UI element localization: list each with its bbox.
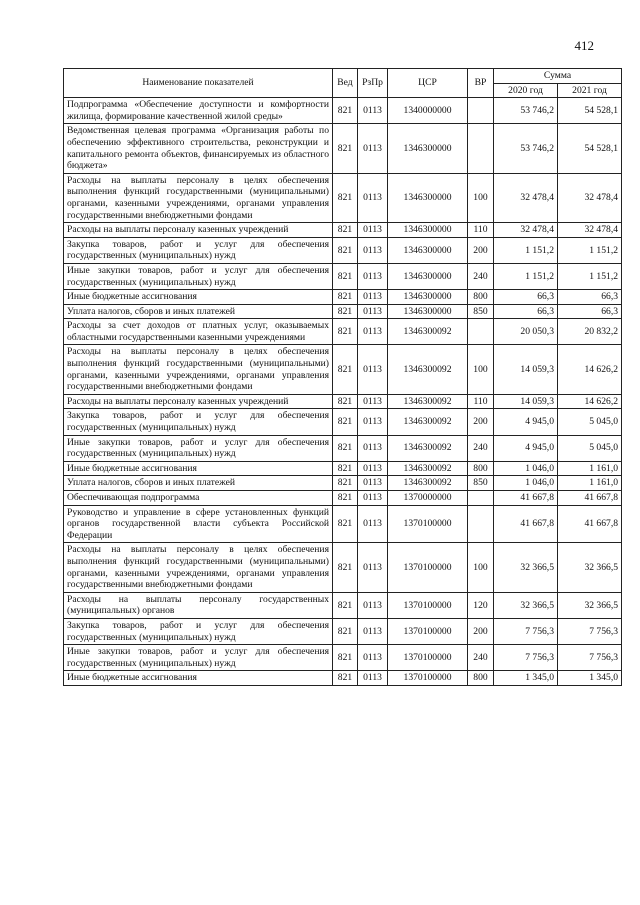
cell-csr: 1370100000 xyxy=(388,671,468,686)
table-row xyxy=(64,618,622,644)
cell-2020: 7 756,3 xyxy=(494,618,558,644)
cell-2020: 66,3 xyxy=(494,290,558,305)
cell-2020: 1 151,2 xyxy=(494,237,558,263)
cell-2020: 1 151,2 xyxy=(494,263,558,289)
cell-2021: 32 478,4 xyxy=(558,173,622,222)
cell-2021: 1 161,0 xyxy=(558,476,622,491)
cell-name: Уплата налогов, сборов и иных платежей xyxy=(64,304,333,319)
header-year-2020: 2020 год xyxy=(494,83,558,98)
cell-rzpr: 0113 xyxy=(358,345,388,394)
table-row xyxy=(64,476,622,491)
cell-csr: 1346300092 xyxy=(388,394,468,409)
table-row xyxy=(64,505,622,543)
cell-name: Иные бюджетные ассигнования xyxy=(64,461,333,476)
cell-csr: 1370100000 xyxy=(388,505,468,543)
cell-ved: 821 xyxy=(333,345,358,394)
cell-rzpr: 0113 xyxy=(358,671,388,686)
cell-csr: 1346300092 xyxy=(388,435,468,461)
table-row xyxy=(64,290,622,305)
cell-name: Иные бюджетные ассигнования xyxy=(64,671,333,686)
cell-csr: 1370000000 xyxy=(388,491,468,506)
cell-vr: 800 xyxy=(468,671,494,686)
table-row xyxy=(64,645,622,671)
cell-name: Закупка товаров, работ и услуг для обеспечения государственных (муниципальных) нужд xyxy=(64,237,333,263)
cell-2021: 7 756,3 xyxy=(558,618,622,644)
table-row xyxy=(64,461,622,476)
table-row xyxy=(64,394,622,409)
cell-2020: 32 478,4 xyxy=(494,173,558,222)
cell-rzpr: 0113 xyxy=(358,476,388,491)
cell-ved: 821 xyxy=(333,671,358,686)
table-row xyxy=(64,345,622,394)
cell-csr: 1346300000 xyxy=(388,237,468,263)
cell-2021: 54 528,1 xyxy=(558,98,622,124)
cell-2021: 1 345,0 xyxy=(558,671,622,686)
cell-name: Расходы на выплаты персоналу в целях обеспечения выполнения функций государственными (муниципальными) органами, казенными учреждениями, органами управления государственными внебюджетными фондами xyxy=(64,173,333,222)
cell-name: Уплата налогов, сборов и иных платежей xyxy=(64,476,333,491)
cell-ved: 821 xyxy=(333,618,358,644)
cell-2020: 1 046,0 xyxy=(494,461,558,476)
cell-2020: 41 667,8 xyxy=(494,491,558,506)
cell-rzpr: 0113 xyxy=(358,505,388,543)
cell-name: Иные закупки товаров, работ и услуг для обеспечения государственных (муниципальных) нужд xyxy=(64,263,333,289)
cell-ved: 821 xyxy=(333,461,358,476)
cell-vr: 200 xyxy=(468,618,494,644)
cell-2020: 1 046,0 xyxy=(494,476,558,491)
cell-name: Иные бюджетные ассигнования xyxy=(64,290,333,305)
cell-csr: 1346300000 xyxy=(388,290,468,305)
cell-rzpr: 0113 xyxy=(358,98,388,124)
cell-2020: 7 756,3 xyxy=(494,645,558,671)
cell-vr: 240 xyxy=(468,645,494,671)
table-header xyxy=(64,69,622,98)
cell-name: Руководство и управление в сфере установленных функций органов государственной власти субъекта Российской Федерации xyxy=(64,505,333,543)
cell-ved: 821 xyxy=(333,476,358,491)
cell-2020: 4 945,0 xyxy=(494,435,558,461)
cell-ved: 821 xyxy=(333,645,358,671)
cell-2021: 20 832,2 xyxy=(558,319,622,345)
cell-2020: 32 366,5 xyxy=(494,592,558,618)
cell-vr: 200 xyxy=(468,409,494,435)
cell-ved: 821 xyxy=(333,592,358,618)
cell-2020: 14 059,3 xyxy=(494,345,558,394)
table-row xyxy=(64,304,622,319)
cell-name: Расходы на выплаты персоналу казенных учреждений xyxy=(64,394,333,409)
cell-csr: 1346300092 xyxy=(388,461,468,476)
cell-rzpr: 0113 xyxy=(358,543,388,592)
cell-ved: 821 xyxy=(333,98,358,124)
cell-rzpr: 0113 xyxy=(358,263,388,289)
cell-2021: 14 626,2 xyxy=(558,394,622,409)
cell-2021: 66,3 xyxy=(558,304,622,319)
cell-vr xyxy=(468,124,494,173)
cell-ved: 821 xyxy=(333,319,358,345)
cell-csr: 1370100000 xyxy=(388,645,468,671)
cell-ved: 821 xyxy=(333,491,358,506)
header-rzpr: РзПр xyxy=(358,69,388,98)
cell-rzpr: 0113 xyxy=(358,491,388,506)
cell-csr: 1370100000 xyxy=(388,618,468,644)
table-row xyxy=(64,435,622,461)
cell-2020: 32 366,5 xyxy=(494,543,558,592)
cell-csr: 1346300092 xyxy=(388,345,468,394)
cell-csr: 1346300000 xyxy=(388,263,468,289)
cell-2020: 32 478,4 xyxy=(494,223,558,238)
cell-ved: 821 xyxy=(333,263,358,289)
cell-vr xyxy=(468,491,494,506)
cell-name: Расходы на выплаты персоналу в целях обеспечения выполнения функций государственными (муниципальными) органами, казенными учреждениями, органами управления государственными внебюджетными фондами xyxy=(64,345,333,394)
cell-csr: 1370100000 xyxy=(388,543,468,592)
cell-ved: 821 xyxy=(333,435,358,461)
header-ved: Вед xyxy=(333,69,358,98)
cell-2020: 1 345,0 xyxy=(494,671,558,686)
cell-rzpr: 0113 xyxy=(358,645,388,671)
cell-name: Подпрограмма «Обеспечение доступности и комфортности жилища, формирование качественной жилой среды» xyxy=(64,98,333,124)
cell-rzpr: 0113 xyxy=(358,173,388,222)
cell-name: Обеспечивающая подпрограмма xyxy=(64,491,333,506)
table-row xyxy=(64,263,622,289)
cell-csr: 1346300092 xyxy=(388,409,468,435)
table-row xyxy=(64,124,622,173)
cell-vr: 800 xyxy=(468,461,494,476)
cell-name: Расходы на выплаты персоналу в целях обеспечения выполнения функций государственными (муниципальными) органами, казенными учреждениями, органами управления государственными внебюджетными фондами xyxy=(64,543,333,592)
cell-vr: 800 xyxy=(468,290,494,305)
cell-ved: 821 xyxy=(333,173,358,222)
cell-rzpr: 0113 xyxy=(358,223,388,238)
cell-csr: 1346300000 xyxy=(388,304,468,319)
cell-2020: 53 746,2 xyxy=(494,124,558,173)
table-row xyxy=(64,409,622,435)
cell-2020: 4 945,0 xyxy=(494,409,558,435)
cell-csr: 1346300000 xyxy=(388,223,468,238)
cell-name: Иные закупки товаров, работ и услуг для обеспечения государственных (муниципальных) нужд xyxy=(64,645,333,671)
cell-ved: 821 xyxy=(333,394,358,409)
cell-ved: 821 xyxy=(333,409,358,435)
cell-vr: 110 xyxy=(468,394,494,409)
cell-csr: 1370100000 xyxy=(388,592,468,618)
page-number: 412 xyxy=(574,38,594,53)
cell-name: Ведомственная целевая программа «Организация работы по обеспечению эффективного строительства, реконструкции и капитального ремонта объектов, финансируемых из областного бюджета» xyxy=(64,124,333,173)
cell-vr: 850 xyxy=(468,476,494,491)
cell-2021: 32 478,4 xyxy=(558,223,622,238)
cell-2020: 20 050,3 xyxy=(494,319,558,345)
cell-ved: 821 xyxy=(333,290,358,305)
cell-csr: 1346300092 xyxy=(388,319,468,345)
cell-vr xyxy=(468,98,494,124)
table-row xyxy=(64,237,622,263)
cell-name: Расходы за счет доходов от платных услуг, оказываемых областными государственными казенными учреждениями xyxy=(64,319,333,345)
cell-rzpr: 0113 xyxy=(358,592,388,618)
cell-2020: 53 746,2 xyxy=(494,98,558,124)
table-row xyxy=(64,543,622,592)
table-row xyxy=(64,671,622,686)
cell-vr: 240 xyxy=(468,263,494,289)
table-row xyxy=(64,223,622,238)
cell-vr: 100 xyxy=(468,345,494,394)
cell-ved: 821 xyxy=(333,223,358,238)
cell-rzpr: 0113 xyxy=(358,409,388,435)
cell-csr: 1346300092 xyxy=(388,476,468,491)
cell-rzpr: 0113 xyxy=(358,435,388,461)
cell-rzpr: 0113 xyxy=(358,290,388,305)
cell-vr: 120 xyxy=(468,592,494,618)
cell-vr: 100 xyxy=(468,173,494,222)
header-csr: ЦСР xyxy=(388,69,468,98)
cell-vr: 100 xyxy=(468,543,494,592)
cell-rzpr: 0113 xyxy=(358,319,388,345)
cell-vr xyxy=(468,505,494,543)
cell-2021: 1 151,2 xyxy=(558,237,622,263)
cell-2021: 32 366,5 xyxy=(558,592,622,618)
cell-2021: 5 045,0 xyxy=(558,435,622,461)
cell-vr: 200 xyxy=(468,237,494,263)
cell-2021: 1 161,0 xyxy=(558,461,622,476)
cell-2020: 41 667,8 xyxy=(494,505,558,543)
cell-csr: 1346300000 xyxy=(388,173,468,222)
cell-2021: 41 667,8 xyxy=(558,491,622,506)
cell-ved: 821 xyxy=(333,124,358,173)
cell-vr: 850 xyxy=(468,304,494,319)
table-row xyxy=(64,592,622,618)
cell-vr: 110 xyxy=(468,223,494,238)
header-year-2021: 2021 год xyxy=(558,83,622,98)
cell-name: Закупка товаров, работ и услуг для обеспечения государственных (муниципальных) нужд xyxy=(64,618,333,644)
table-body xyxy=(64,98,622,686)
table-row xyxy=(64,319,622,345)
cell-name: Расходы на выплаты персоналу государственных (муниципальных) органов xyxy=(64,592,333,618)
cell-csr: 1340000000 xyxy=(388,98,468,124)
table-row xyxy=(64,173,622,222)
cell-vr: 240 xyxy=(468,435,494,461)
cell-ved: 821 xyxy=(333,505,358,543)
cell-ved: 821 xyxy=(333,543,358,592)
cell-2021: 1 151,2 xyxy=(558,263,622,289)
cell-rzpr: 0113 xyxy=(358,124,388,173)
cell-name: Закупка товаров, работ и услуг для обеспечения государственных (муниципальных) нужд xyxy=(64,409,333,435)
table-row xyxy=(64,491,622,506)
cell-ved: 821 xyxy=(333,237,358,263)
budget-table xyxy=(63,68,622,686)
cell-2021: 41 667,8 xyxy=(558,505,622,543)
cell-ved: 821 xyxy=(333,304,358,319)
header-sum: Сумма xyxy=(494,69,622,84)
header-name: Наименование показателей xyxy=(64,69,333,98)
table-row xyxy=(64,98,622,124)
cell-2021: 32 366,5 xyxy=(558,543,622,592)
cell-name: Иные закупки товаров, работ и услуг для обеспечения государственных (муниципальных) нужд xyxy=(64,435,333,461)
cell-rzpr: 0113 xyxy=(358,237,388,263)
cell-2021: 54 528,1 xyxy=(558,124,622,173)
cell-rzpr: 0113 xyxy=(358,394,388,409)
cell-2021: 66,3 xyxy=(558,290,622,305)
cell-2021: 14 626,2 xyxy=(558,345,622,394)
cell-name: Расходы на выплаты персоналу казенных учреждений xyxy=(64,223,333,238)
cell-vr xyxy=(468,319,494,345)
cell-rzpr: 0113 xyxy=(358,304,388,319)
cell-2020: 66,3 xyxy=(494,304,558,319)
header-vr: ВР xyxy=(468,69,494,98)
cell-2020: 14 059,3 xyxy=(494,394,558,409)
cell-rzpr: 0113 xyxy=(358,461,388,476)
cell-2021: 5 045,0 xyxy=(558,409,622,435)
cell-2021: 7 756,3 xyxy=(558,645,622,671)
cell-csr: 1346300000 xyxy=(388,124,468,173)
cell-rzpr: 0113 xyxy=(358,618,388,644)
